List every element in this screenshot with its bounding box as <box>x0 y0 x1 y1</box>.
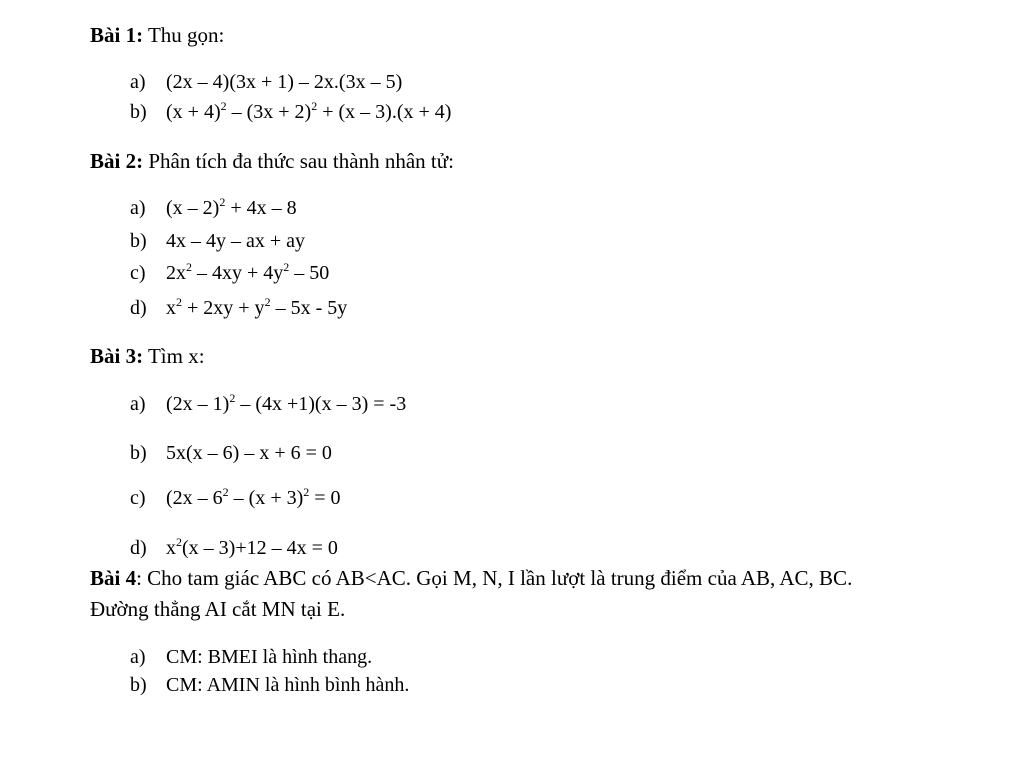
bai3-title-bold: Bài 3: <box>90 344 144 368</box>
bai2-item-c <box>130 262 329 285</box>
bai2-d-expr-part3: – 5x - 5y <box>270 297 348 319</box>
bai3-c-exponent1: 2 <box>222 485 229 499</box>
bai3-a-exponent1: 2 <box>229 391 236 405</box>
bai1-title-bold: Bài 1: <box>90 23 144 47</box>
bai3-c-expr-part3: = 0 <box>309 487 341 509</box>
bai1-item-a <box>130 71 402 94</box>
bai3-c-expr-part1: (2x – 6 <box>166 487 223 509</box>
bai2-d-label: d) <box>130 297 147 319</box>
bai3-c-exponent2: 2 <box>303 485 310 499</box>
bai2-title-bold: Bài 2: <box>90 149 144 173</box>
bai3-item-b <box>130 442 332 465</box>
bai1-b-expr-part1: (x + 4) <box>166 101 221 123</box>
bai4-line2: Đường thẳng AI cắt MN tại E. <box>90 597 346 621</box>
bai2-c-expr-part1: 2x <box>166 262 186 284</box>
bai1-b-expr-part2: – (3x + 2) <box>226 101 312 123</box>
bai2-b-label: b) <box>130 230 147 252</box>
bai3-item-a <box>130 393 406 416</box>
bai4-title-bold: Bài 4 <box>90 566 137 590</box>
bai3-c-expr-part2: – (x + 3) <box>228 487 304 509</box>
bai2-c-label: c) <box>130 262 146 284</box>
bai2-a-expr-part2: + 4x – 8 <box>225 197 297 219</box>
bai2-item-a <box>130 197 297 220</box>
bai3-item-d <box>130 537 338 560</box>
bai4-a-label: a) <box>130 646 146 668</box>
bai2-title-text: Phân tích đa thức sau thành nhân tử: <box>143 149 454 173</box>
bai3-title-text: Tìm x: <box>143 344 205 368</box>
bai2-title <box>90 149 454 174</box>
bai1-b-label: b) <box>130 101 147 123</box>
bai1-b-exponent1: 2 <box>220 99 227 113</box>
bai3-a-expr-part2: – (4x +1)(x – 3) = -3 <box>235 393 407 415</box>
bai2-c-exponent2: 2 <box>283 260 290 274</box>
bai3-a-expr-part1: (2x – 1) <box>166 393 230 415</box>
bai1-a-expression: (2x – 4)(3x + 1) – 2x.(3x – 5) <box>166 71 403 93</box>
bai1-title-text: Thu gọn: <box>143 23 225 47</box>
bai2-a-expr-part1: (x – 2) <box>166 197 220 219</box>
bai2-a-exponent1: 2 <box>219 195 226 209</box>
bai2-a-label: a) <box>130 197 146 219</box>
bai1-b-expr-part3: + (x – 3).(x + 4) <box>317 101 452 123</box>
bai4-b-text: CM: AMIN là hình bình hành. <box>166 674 410 696</box>
bai3-d-expr-part1: x <box>166 537 176 559</box>
bai2-c-expr-part2: – 4xy + 4y <box>192 262 284 284</box>
bai3-a-label: a) <box>130 393 146 415</box>
bai3-title <box>90 344 205 369</box>
bai3-item-c <box>130 487 341 510</box>
bai4-item-a <box>130 646 372 669</box>
bai3-d-expr-part2: (x – 3)+12 – 4x = 0 <box>182 537 338 559</box>
bai1-item-b <box>130 101 451 124</box>
bai2-c-expr-part3: – 50 <box>289 262 330 284</box>
bai2-d-exponent2: 2 <box>264 295 271 309</box>
bai4-a-text: CM: BMEI là hình thang. <box>166 646 373 668</box>
bai3-b-expression: 5x(x – 6) – x + 6 = 0 <box>166 442 332 464</box>
bai3-d-exponent1: 2 <box>176 535 182 549</box>
bai2-c-exponent1: 2 <box>186 260 192 274</box>
bai3-d-label: d) <box>130 537 147 559</box>
bai4-title <box>90 566 852 591</box>
bai1-title <box>90 23 224 48</box>
bai2-item-b <box>130 230 305 253</box>
bai2-d-expr-part1: x <box>166 297 176 319</box>
bai4-title-text: : Cho tam giác ABC có AB<AC. Gọi M, N, I lần lượt là trung điểm của AB, AC, BC. <box>136 566 853 590</box>
bai2-d-expr-part2: + 2xy + y <box>182 297 265 319</box>
bai2-item-d <box>130 297 347 320</box>
bai4-item-b <box>130 674 409 697</box>
bai3-c-label: c) <box>130 487 146 509</box>
bai1-b-exponent2: 2 <box>311 99 318 113</box>
bai1-a-label: a) <box>130 71 146 93</box>
bai3-b-label: b) <box>130 442 147 464</box>
bai2-d-exponent1: 2 <box>176 295 182 309</box>
bai2-b-expression: 4x – 4y – ax + ay <box>166 230 306 252</box>
bai4-b-label: b) <box>130 674 147 696</box>
